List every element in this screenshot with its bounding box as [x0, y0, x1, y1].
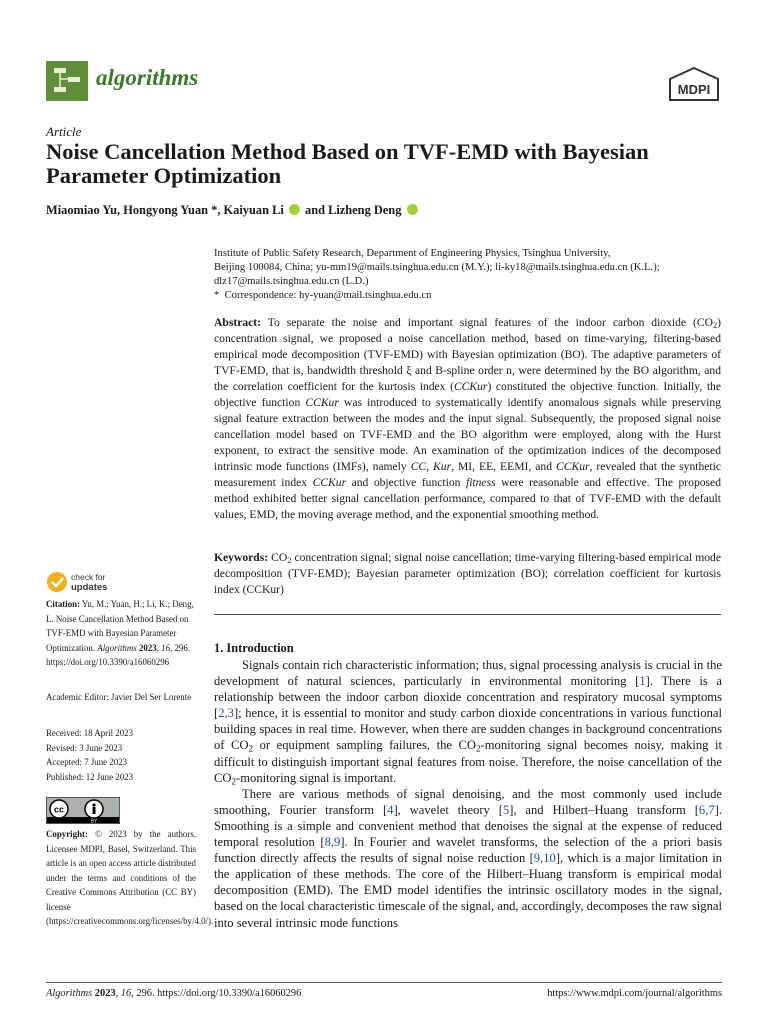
affil-line: dlz17@mails.tsinghua.edu.cn (L.D.) — [214, 276, 369, 287]
abstract-term: fitness — [465, 476, 496, 489]
correspondence: * Correspondence: hy-yuan@mail.tsinghua.edu.cn — [214, 290, 432, 301]
citation-year: 2023 — [138, 642, 157, 653]
keywords — [214, 550, 721, 598]
abstract-label: Abstract: — [214, 316, 262, 329]
footer-doi[interactable]: , 296. https://doi.org/10.3390/a16060296 — [131, 988, 302, 999]
abstract-text: To separate the noise and important signal features of the indoor carbon dioxide (CO — [267, 316, 713, 329]
publisher-name: MDPI — [677, 82, 711, 97]
abstract-term: CCKur — [453, 380, 488, 393]
copyright-block — [46, 827, 214, 929]
affil-line: Institute of Public Safety Research, Department of Engineering Physics, Tsinghua University, — [214, 248, 611, 259]
abstract-term: CCKur — [556, 460, 590, 473]
abstract-text: , revealed that the synthetic measurement index — [214, 460, 721, 489]
check-updates-label: updates — [71, 582, 108, 593]
footer-divider — [46, 982, 722, 983]
abstract-term: CCKur — [305, 396, 339, 409]
orcid-icon[interactable] — [407, 204, 418, 215]
abstract-text: were reasonable and effective. The proposed method exhibited better signal cancellation performance, compared to that of TVF-EMD with the default values, EMD, the moving average method, and the exponential smoothing method. — [214, 476, 721, 521]
citation-volume: 16 — [161, 642, 171, 653]
paragraph: There are various methods of signal denoising, and the most commonly used include smoothing, Fourier transform [4], wavelet theory [5], and Hilbert–Huang transform [6,7]. Smoothing is a simple and convenient method that denoises the signal at the expense of reduced temporal resolution [8,9]. In Fourier and wavelet transforms, the selection of the a priori basis function directly affects the results of signal noise reduction [9,10], which is a major limitation in the application of these methods. The core of the Hilbert–Huang transform is empirical modal decomposition (EMD). The EMD model identifies the intrinsic oscillatory modes in the signal, based on the local characteristic timescale of the signal, and, accordingly, decomposes the raw signal into several intrinsic mode functions — [214, 786, 722, 930]
journal-name: algorithms — [96, 65, 199, 90]
keywords-text: CO — [271, 551, 288, 564]
abstract-text: was introduced to systematically identify anomalous signals while preserving signal feature extraction between the modes and the input signal. Subsequently, the proposed signal noise cancellation model based on TVF-EMD and the BO algorithm were employed, along with the Hurst exponent, to extract the sensitive mode. An examination of the optimization indices of the decomposed intrinsic mode functions (IMFs), namely — [214, 396, 721, 473]
subscript: 2 — [287, 556, 292, 566]
cc-by-text: BY — [90, 818, 98, 824]
citation-link[interactable]: 6,7 — [698, 802, 715, 817]
author-list — [46, 203, 420, 218]
footer-citation: Algorithms 2023, 16, 296. https://doi.org/10.3390/a16060296 — [46, 988, 302, 999]
citation-journal: Algorithms — [97, 642, 137, 653]
copyright-text: © 2023 by the authors. Licensee MDPI, Basel, Switzerland. This article is an open access article distributed under the terms and conditions of the Creative Commons Attribution (CC BY) license (https://creativecommons.org/licenses/by/4.0/). — [46, 829, 214, 926]
orcid-icon[interactable] — [289, 204, 300, 215]
journal-logo-icon — [46, 61, 88, 101]
date-accepted: Accepted: 7 June 2023 — [46, 757, 128, 767]
academic-editor: Academic Editor: Javier Del Ser Lorente — [46, 692, 192, 702]
paper-title: Noise Cancellation Method Based on TVF-EMD with Bayesian Parameter Optimization — [46, 139, 649, 188]
citation-doi[interactable]: , 296. https://doi.org/10.3390/a16060296 — [46, 642, 190, 667]
affiliations — [214, 247, 724, 303]
authors-part2: and Lizheng Deng — [305, 203, 402, 217]
citation-block: Citation: Yu, M.; Yuan, H.; Li, K.; Deng, L. Noise Cancellation Method Based on TVF-EMD with Bayesian Parameter Optimization. Algorithms 2023, 16, 296. https://doi.org/10.3390/a16060296 — [46, 599, 194, 667]
paragraph: Signals contain rich characteristic information; thus, signal processing analysis is crucial in the development of natural sciences, particularly in environmental monitoring [1]. There is a relationship between the indoor carbon dioxide concentration and respiratory mucosal symptoms [2,3]; hence, it is essential to monitor and study carbon dioxide concentrations in various functional building spaces in real time. However, when there are sudden changes in background concentrations of $CO_2$ or equipment sampling failures, the $CO_2$-monitoring signal becomes noisy, making it difficult to distinguish important signal features from noise. Therefore, the noise cancellation of the $CO_2$-monitoring signal is important. — [214, 658, 723, 786]
citation-text: Yu, M.; Yuan, H.; Li, K.; Deng, L. Noise Cancellation Method Based on TVF-EMD with Bayesian Parameter Optimization. — [46, 599, 194, 653]
body-text — [214, 657, 722, 931]
svg-text:cc: cc — [53, 804, 65, 815]
check-updates-label: check for — [71, 572, 106, 582]
footer-journal-url[interactable]: https://www.mdpi.com/journal/algorithms — [547, 988, 722, 999]
abstract-text: ) constituted the objective function. Initially, the objective function — [214, 380, 721, 409]
abstract-term: CCKur — [312, 476, 347, 489]
footer-volume: 16 — [120, 988, 132, 999]
mdpi-logo-icon — [668, 67, 720, 101]
cc-by-license-icon[interactable] — [46, 797, 120, 824]
citation-label: Citation: — [46, 599, 81, 609]
citation-link[interactable]: 4 — [387, 802, 394, 817]
article-type: Article — [46, 124, 82, 139]
section-heading: 1. Introduction — [214, 641, 294, 655]
divider — [214, 614, 721, 615]
abstract-text: ) concentration signal, we proposed a noise cancellation method, based on time-varying, filtering-based empirical mode decomposition (TVF-EMD) with Bayesian optimization (BO). The adaptive parameters of TVF-EMD, that is, bandwidth threshold ξ and B-spline order n, were determined by the BO algorithm, and the correlation coefficient for the kurtosis index ( — [214, 316, 721, 393]
abstract-term: CC — [410, 460, 427, 473]
date-published: Published: 12 June 2023 — [46, 771, 134, 782]
abstract-text: , MI, EE, EEMI, and — [451, 460, 556, 473]
citation-link[interactable]: 9,10 — [533, 851, 556, 866]
copyright-label: Copyright: — [46, 829, 88, 839]
abstract-term: Kur — [433, 460, 452, 473]
date-revised: Revised: 3 June 2023 — [46, 742, 123, 753]
abstract-text: and objective function — [346, 476, 466, 489]
citation-link[interactable]: 8,9 — [324, 835, 341, 850]
affil-line: Beijing 100084, China; yu-mm19@mails.tsinghua.edu.cn (M.Y.); li-ky18@mails.tsinghua.edu.cn (K.L.); — [214, 262, 660, 273]
footer-year: 2023 — [94, 988, 116, 999]
check-for-updates-button[interactable] — [46, 570, 166, 594]
keywords-text: concentration signal; signal noise cancellation; time-varying filtering-based empirical mode decomposition (TVF-EMD); Bayesian parameter optimization (BO); correlation coefficient for kurtosis index (CCKur) — [214, 551, 721, 596]
footer-journal: Algorithms — [46, 988, 93, 999]
citation-link[interactable]: 2,3 — [218, 706, 234, 721]
authors-part1: Miaomiao Yu, Hongyong Yuan *, Kaiyuan Li — [46, 203, 284, 217]
keywords-label: Keywords: — [214, 551, 269, 564]
citation-link[interactable]: 1 — [639, 674, 646, 689]
citation-link[interactable]: 5 — [502, 802, 510, 817]
abstract: Abstract: To separate the noise and important signal features of the indoor carbon dioxide $(CO_2)$ concentration signal, we proposed a noise cancellation method, based on time-varying, filtering-based empirical mode decomposition (TVF-EMD) with Bayesian optimization (BO). The adaptive parameters of TVF-EMD, that is, bandwidth threshold ξ and B-spline order n, were determined by the BO algorithm, and the correlation coefficient for the kurtosis index (CCKur) constituted the objective function. Initially, the objective function CCKur was introduced to systematically identify anomalous signals while preserving signal feature extraction between the modes and the input signal. Subsequently, the proposed signal noise cancellation model based on TVF-EMD and the BO algorithm were employed, along with the Hurst exponent, to extract the sensitive mode. An examination of the optimization indices of the decomposed intrinsic mode functions (IMFs), namely CC, Kur, MI, EE, EEMI, and CCKur, revealed that the synthetic measurement index CCKur and objective function fitness were reasonable and effective. The proposed method exhibited better signal cancellation performance, compared to that of TVF-EMD with the default values, EMD, the moving average method, and the exponential smoothing method. — [214, 316, 721, 521]
date-received: Received: 18 April 2023 — [46, 728, 134, 738]
subscript: 2 — [712, 321, 718, 331]
dates-block — [46, 726, 196, 784]
